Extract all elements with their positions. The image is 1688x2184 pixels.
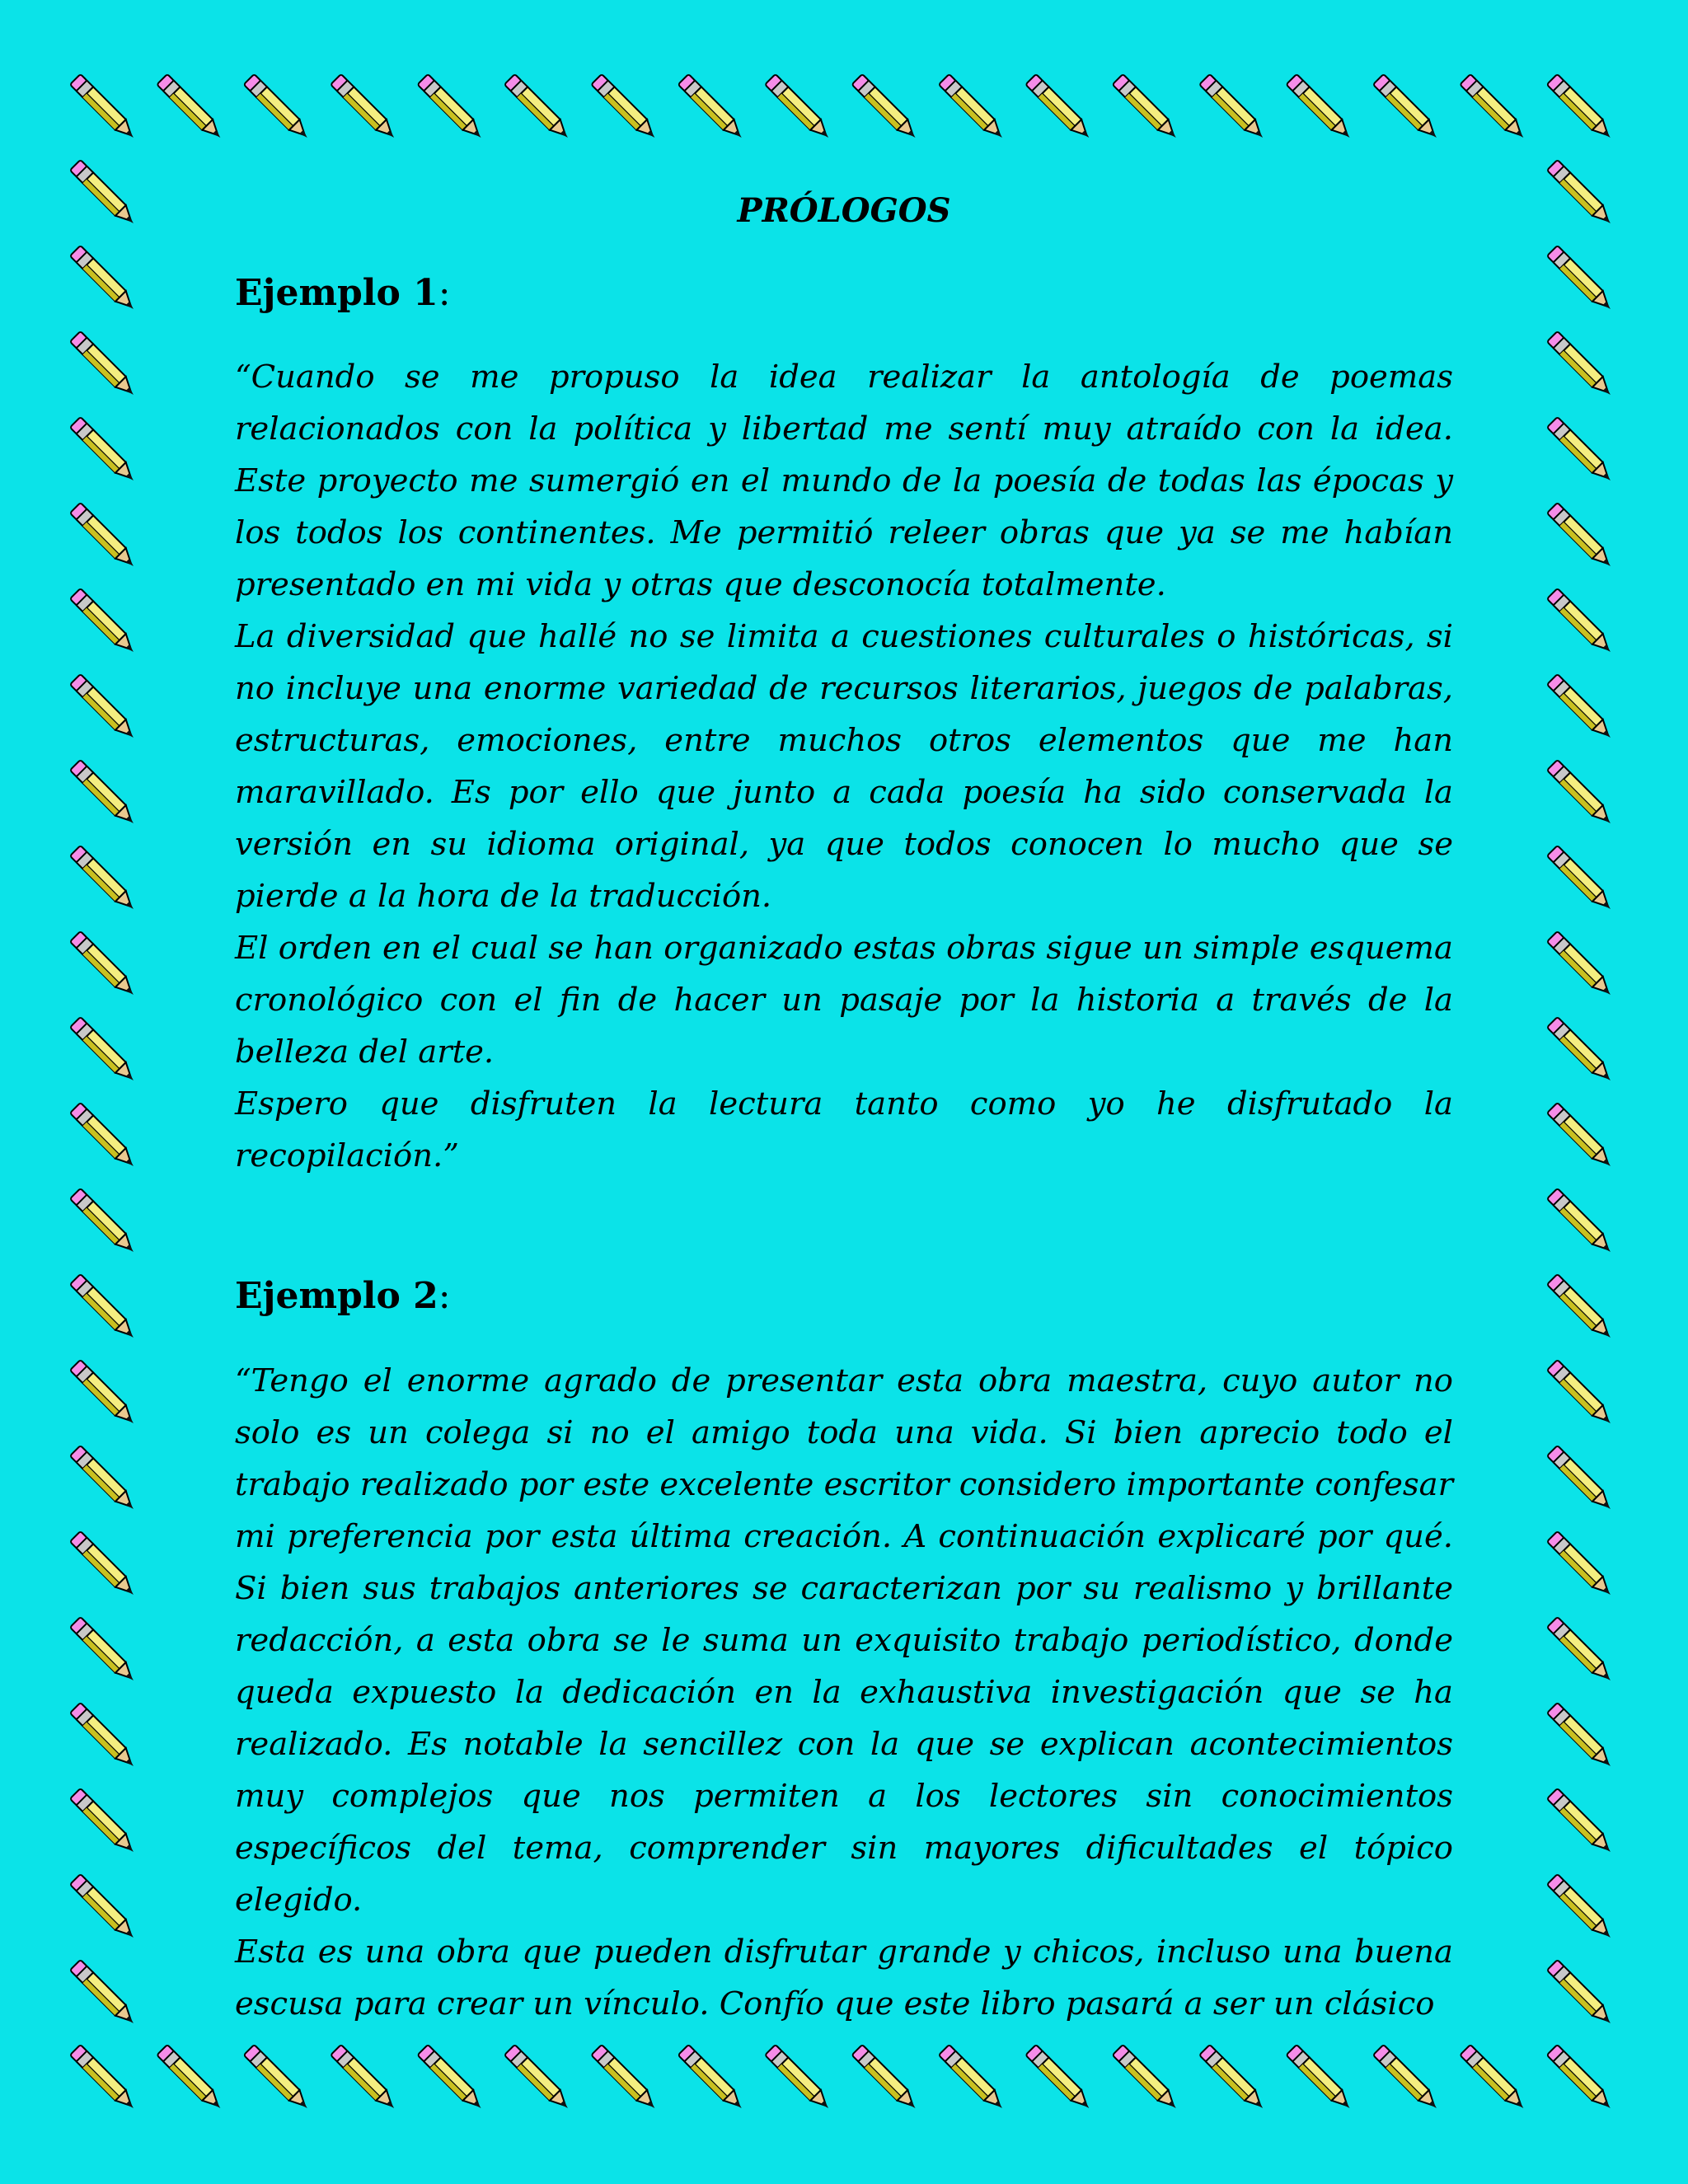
pencil-icon	[1547, 1274, 1615, 1343]
example-1-paragraph: La diversidad que hallé no se limita a cuestiones culturales o históricas, si no incluye una enorme variedad de recursos literarios, juegos de palabras, estructuras, emociones, entre muchos otros elementos que me han maravillado. Es por ello que junto a cada poesía ha sido conservada la versión en su idioma original, ya que todos conocen lo mucho que se pierde a la hora de la traducción.	[235, 618, 1453, 915]
pencil-icon	[331, 2045, 399, 2113]
pencil-icon	[70, 1617, 138, 1685]
pencil-icon	[1547, 1017, 1615, 1085]
example-2-paragraph: Esta es una obra que pueden disfrutar grande y chicos, incluso una buena escusa para crear un vínculo. Confío que este libro pasará a ser un clásico	[235, 1933, 1453, 2022]
example-2-heading	[235, 1275, 451, 1317]
pencil-icon	[70, 1188, 138, 1257]
pencil-icon	[1547, 1103, 1615, 1171]
pencil-icon	[70, 1017, 138, 1085]
pencil-icon	[70, 1446, 138, 1514]
pencil-icon	[331, 74, 399, 143]
pencil-icon	[70, 1360, 138, 1428]
pencil-icon	[1547, 1446, 1615, 1514]
pencil-icon	[1547, 1788, 1615, 1857]
pencil-icon	[70, 846, 138, 914]
example-1-heading-colon: :	[438, 272, 451, 314]
pencil-icon	[765, 74, 833, 143]
pencil-icon	[1199, 74, 1268, 143]
pencil-icon	[591, 74, 659, 143]
pencil-icon	[678, 2045, 747, 2113]
pencil-icon	[1547, 1531, 1615, 1600]
example-2-prologue	[235, 1355, 1453, 2030]
pencil-icon	[70, 246, 138, 314]
pencil-icon	[1025, 2045, 1094, 2113]
pencil-icon	[939, 74, 1007, 143]
example-1-paragraph: El orden en el cual se han organizado estas obras sigue un simple esquema cronológico con el fin de hacer un pasaje por la historia a través de la belleza del arte.	[235, 930, 1453, 1071]
pencil-icon	[1547, 417, 1615, 485]
pencil-icon	[504, 2045, 573, 2113]
pencil-icon	[1547, 674, 1615, 743]
pencil-icon	[939, 2045, 1007, 2113]
pencil-icon	[70, 1274, 138, 1343]
pencil-icon	[1547, 760, 1615, 828]
pencil-icon	[1547, 246, 1615, 314]
pencil-icon	[678, 74, 747, 143]
pencil-icon	[70, 331, 138, 400]
example-1-heading	[235, 272, 451, 314]
pencil-icon	[851, 2045, 920, 2113]
example-2-heading-label: Ejemplo 2	[235, 1275, 438, 1317]
pencil-icon	[70, 1531, 138, 1600]
pencil-icon	[1373, 2045, 1442, 2113]
pencil-icon	[504, 74, 573, 143]
pencil-icon	[417, 74, 485, 143]
pencil-icon	[1113, 2045, 1181, 2113]
pencil-icon	[1547, 931, 1615, 1000]
pencil-icon	[1460, 74, 1528, 143]
pencil-icon	[1547, 1617, 1615, 1685]
page-title: PRÓLOGOS	[737, 191, 951, 230]
pencil-icon	[157, 74, 225, 143]
pencil-icon	[244, 74, 312, 143]
pencil-icon	[591, 2045, 659, 2113]
pencil-icon	[1547, 1188, 1615, 1257]
pencil-icon	[70, 74, 138, 143]
pencil-icon	[157, 2045, 225, 2113]
pencil-icon	[244, 2045, 312, 2113]
pencil-icon	[1460, 2045, 1528, 2113]
pencil-icon	[70, 417, 138, 485]
pencil-icon	[1547, 1874, 1615, 1943]
example-1-prologue	[235, 351, 1453, 1182]
pencil-icon	[1547, 846, 1615, 914]
pencil-icon	[1547, 503, 1615, 571]
pencil-icon	[70, 588, 138, 657]
pencil-icon	[1547, 1960, 1615, 2028]
pencil-icon	[70, 674, 138, 743]
pencil-icon	[1113, 74, 1181, 143]
pencil-icon	[1547, 1703, 1615, 1771]
pencil-icon	[70, 931, 138, 1000]
pencil-icon	[1199, 2045, 1268, 2113]
example-1-paragraph: “Cuando se me propuso la idea realizar la antología de poemas relacionados con la política y libertad me sentí muy atraído con la idea. Este proyecto me sumergió en el mundo de la poesía de todas las épocas y los todos los continentes. Me permitió releer obras que ya se me habían presentado en mi vida y otras que desconocía totalmente.	[235, 359, 1453, 603]
pencil-icon	[70, 1788, 138, 1857]
pencil-icon	[417, 2045, 485, 2113]
pencil-icon	[1373, 74, 1442, 143]
pencil-icon	[70, 1703, 138, 1771]
pencil-icon	[765, 2045, 833, 2113]
pencil-icon	[1286, 2045, 1354, 2113]
pencil-icon	[70, 1103, 138, 1171]
pencil-icon	[1286, 74, 1354, 143]
pencil-icon	[1025, 74, 1094, 143]
example-2-heading-colon: :	[438, 1275, 451, 1317]
example-1-heading-label: Ejemplo 1	[235, 272, 438, 314]
pencil-icon	[851, 74, 920, 143]
pencil-icon	[1547, 1360, 1615, 1428]
pencil-icon	[70, 2045, 138, 2113]
pencil-icon	[1547, 2045, 1615, 2113]
pencil-icon	[70, 503, 138, 571]
pencil-icon	[70, 1960, 138, 2028]
pencil-icon	[70, 1874, 138, 1943]
pencil-icon	[1547, 74, 1615, 143]
pencil-icon	[1547, 588, 1615, 657]
example-2-paragraph: “Tengo el enorme agrado de presentar esta obra maestra, cuyo autor no solo es un colega si no el amigo toda una vida. Si bien aprecio todo el trabajo realizado por este excelente escritor considero importante confesar mi preferencia por esta última creación. A continuación explicaré por qué. Si bien sus trabajos anteriores se caracterizan por su realismo y brillante redacción, a esta obra se le suma un exquisito trabajo periodístico, donde queda expuesto la dedicación en la exhaustiva investigación que se ha realizado. Es notable la sencillez con la que se explican acontecimientos muy complejos que nos permiten a los lectores sin conocimientos específicos del tema, comprender sin mayores dificultades el tópico elegido.	[235, 1362, 1454, 1919]
pencil-icon	[1547, 331, 1615, 400]
example-1-paragraph: Espero que disfruten la lectura tanto como yo he disfrutado la recopilación.”	[235, 1085, 1453, 1174]
pencil-icon	[70, 760, 138, 828]
